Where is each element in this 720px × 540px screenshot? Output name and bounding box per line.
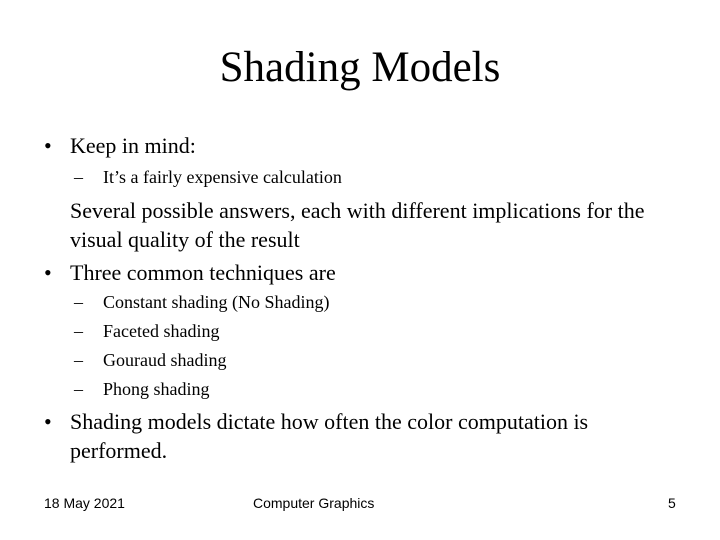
dash-icon: – [74,167,83,187]
paragraph-text: Several possible answers, each with different implications for the visual quality of the result [70,198,645,252]
bullet-icon: • [44,260,52,285]
sub-bullet-text: Faceted shading [103,321,220,341]
bullet-text: Three common techniques are [70,260,336,285]
sub-bullet-text: It’s a fairly expensive calculation [103,167,342,187]
dash-icon: – [74,350,83,370]
footer-course-title: Computer Graphics [253,495,375,511]
sub-bullet-text: Phong shading [103,379,210,399]
bullet-icon: • [44,133,52,158]
footer-page-number: 5 [668,495,676,511]
sub-bullet-text: Gouraud shading [103,350,227,370]
footer-date: 18 May 2021 [44,495,125,511]
bullet-icon: • [44,409,52,434]
dash-icon: – [74,379,83,399]
slide-title: Shading Models [219,44,501,91]
sub-bullet-text: Constant shading (No Shading) [103,292,330,312]
bullet-text: Keep in mind: [70,133,196,158]
bullet-text: Shading models dictate how often the color computation is performed. [70,409,589,463]
dash-icon: – [74,292,83,312]
dash-icon: – [74,321,83,341]
